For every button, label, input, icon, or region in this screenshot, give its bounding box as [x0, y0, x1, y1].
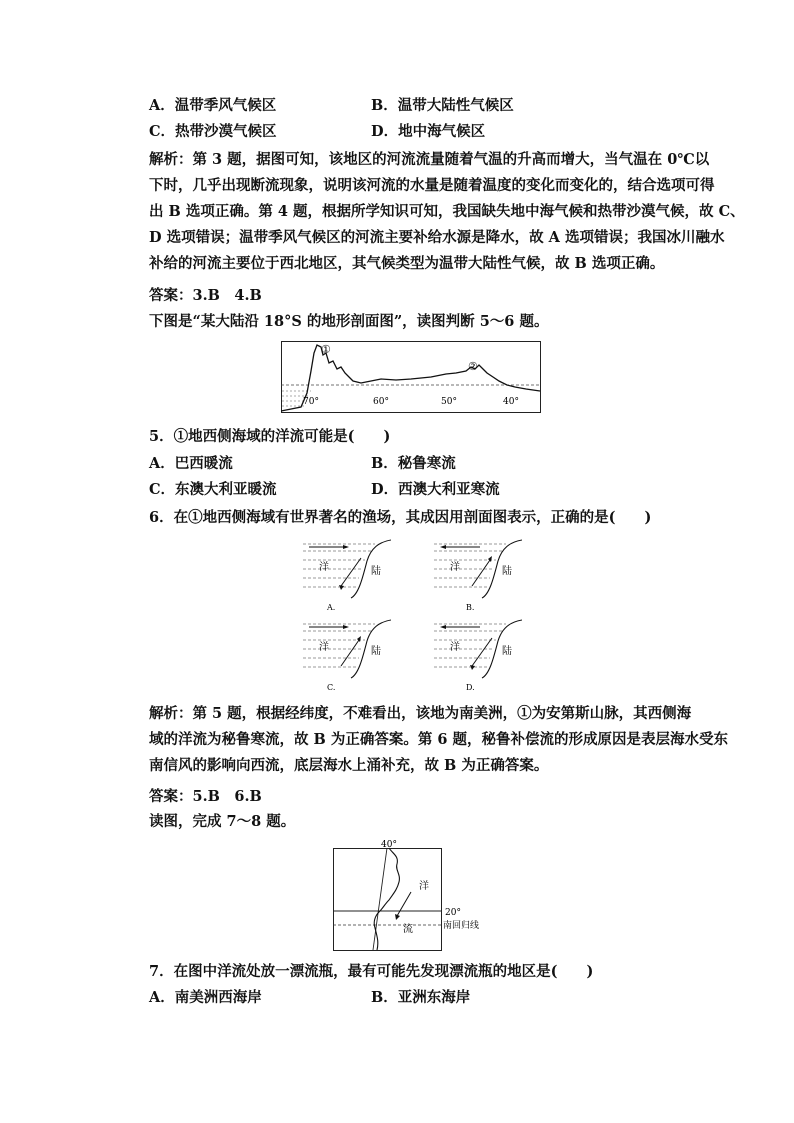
q6-panel-b: [432, 536, 522, 614]
q6-c-ocean-label: 洋: [319, 642, 329, 653]
profile-tick-70: 70°: [303, 397, 319, 407]
q6-panel-a: [301, 536, 391, 614]
q7-stem: 7．在图中洋流处放一漂流瓶，最有可能先发现漂流瓶的地区是( ): [149, 963, 594, 980]
analysis1-line-5: 补给的河流主要位于西北地区，其气候类型为温带大陆性气候，故 B 选项正确。: [149, 255, 665, 272]
q4-option-a: A．温带季风气候区: [149, 97, 277, 114]
q6-b-ocean-label: 洋: [450, 562, 460, 573]
profile-tick-60: 60°: [373, 397, 389, 407]
answer-5-6: 答案：5.B 6.B: [149, 788, 262, 805]
q5-option-a: A．巴西暖流: [149, 455, 233, 472]
map-lat-20: 20°: [445, 908, 461, 918]
q6-c-land-label: 陆: [371, 646, 381, 657]
q5-option-b: B．秘鲁寒流: [371, 455, 456, 472]
map-lat-40: 40°: [381, 840, 397, 850]
analysis1-line-3: 出 B 选项正确。第 4 题，根据所学知识可知，我国缺失地中海气候和热带沙漠气候，故 C、: [149, 203, 745, 220]
q4-option-c: C．热带沙漠气候区: [149, 123, 277, 140]
analysis2-line-3: 南信风的影响向西流，底层海水上涌补充，故 B 为正确答案。: [149, 757, 549, 774]
q4-option-d: D．地中海气候区: [371, 123, 486, 140]
analysis1-line-2: 下时，几乎出现断流现象，说明该河流的水量是随着温度的变化而变化的，结合选项可得: [149, 177, 715, 194]
q4-option-b: B．温带大陆性气候区: [371, 97, 514, 114]
analysis1-line-1: 解析：第 3 题，据图可知，该地区的河流流量随着气温的升高而增大，当气温在 0℃以: [149, 151, 710, 168]
ocean-current-map: [333, 838, 483, 952]
q5-option-d: D．西澳大利亚寒流: [371, 481, 500, 498]
q5-stem: 5．①地西侧海域的洋流可能是( ): [149, 428, 391, 445]
q6-stem: 6．在①地西侧海域有世界著名的渔场，其成因用剖面图表示，正确的是( ): [149, 509, 652, 526]
q6-b-land-label: 陆: [502, 566, 512, 577]
q6-panel-d: [432, 616, 522, 694]
q6-a-ocean-label: 洋: [319, 562, 329, 573]
analysis2-line-1: 解析：第 5 题，根据经纬度，不难看出，该地为南美洲，①为安第斯山脉，其西侧海: [149, 705, 692, 722]
q6-c-label: C.: [327, 683, 336, 692]
q6-panel-c: [301, 616, 391, 694]
q7-option-b: B．亚洲东海岸: [371, 989, 471, 1006]
analysis1-line-4: D 选项错误；温带季风气候区的河流主要补给水源是降水，故 A 选项错误；我国冰川融水: [149, 229, 725, 246]
q6-d-ocean-label: 洋: [450, 642, 460, 653]
analysis2-line-2: 域的洋流为秘鲁寒流，故 B 为正确答案。第 6 题，秘鲁补偿流的形成原因是表层海水受东: [149, 731, 729, 748]
q5-option-c: C．东澳大利亚暖流: [149, 481, 277, 498]
terrain-profile-figure: [281, 341, 541, 413]
profile-tick-50: 50°: [441, 397, 457, 407]
map-tropic-label: 南回归线: [443, 921, 480, 931]
q7-option-a: A．南美洲西海岸: [149, 989, 262, 1006]
profile-tick-40: 40°: [503, 397, 519, 407]
profile-marker-2: ②: [468, 360, 478, 373]
intro-5-6: 下图是“某大陆沿 18°S 的地形剖面图”，读图判断 5～6 题。: [149, 313, 549, 330]
q6-d-land-label: 陆: [502, 646, 512, 657]
q6-d-label: D.: [466, 683, 475, 692]
profile-marker-1: ①: [321, 343, 331, 356]
map-ocean-label: 洋: [419, 881, 429, 892]
q6-a-land-label: 陆: [371, 566, 381, 577]
q6-b-label: B.: [466, 603, 475, 612]
answer-3-4: 答案：3.B 4.B: [149, 287, 262, 304]
map-current-label: 流: [403, 924, 413, 935]
q6-a-label: A.: [327, 603, 336, 612]
terrain-profile-line: [281, 345, 540, 411]
intro-7-8: 读图，完成 7～8 题。: [149, 813, 296, 830]
